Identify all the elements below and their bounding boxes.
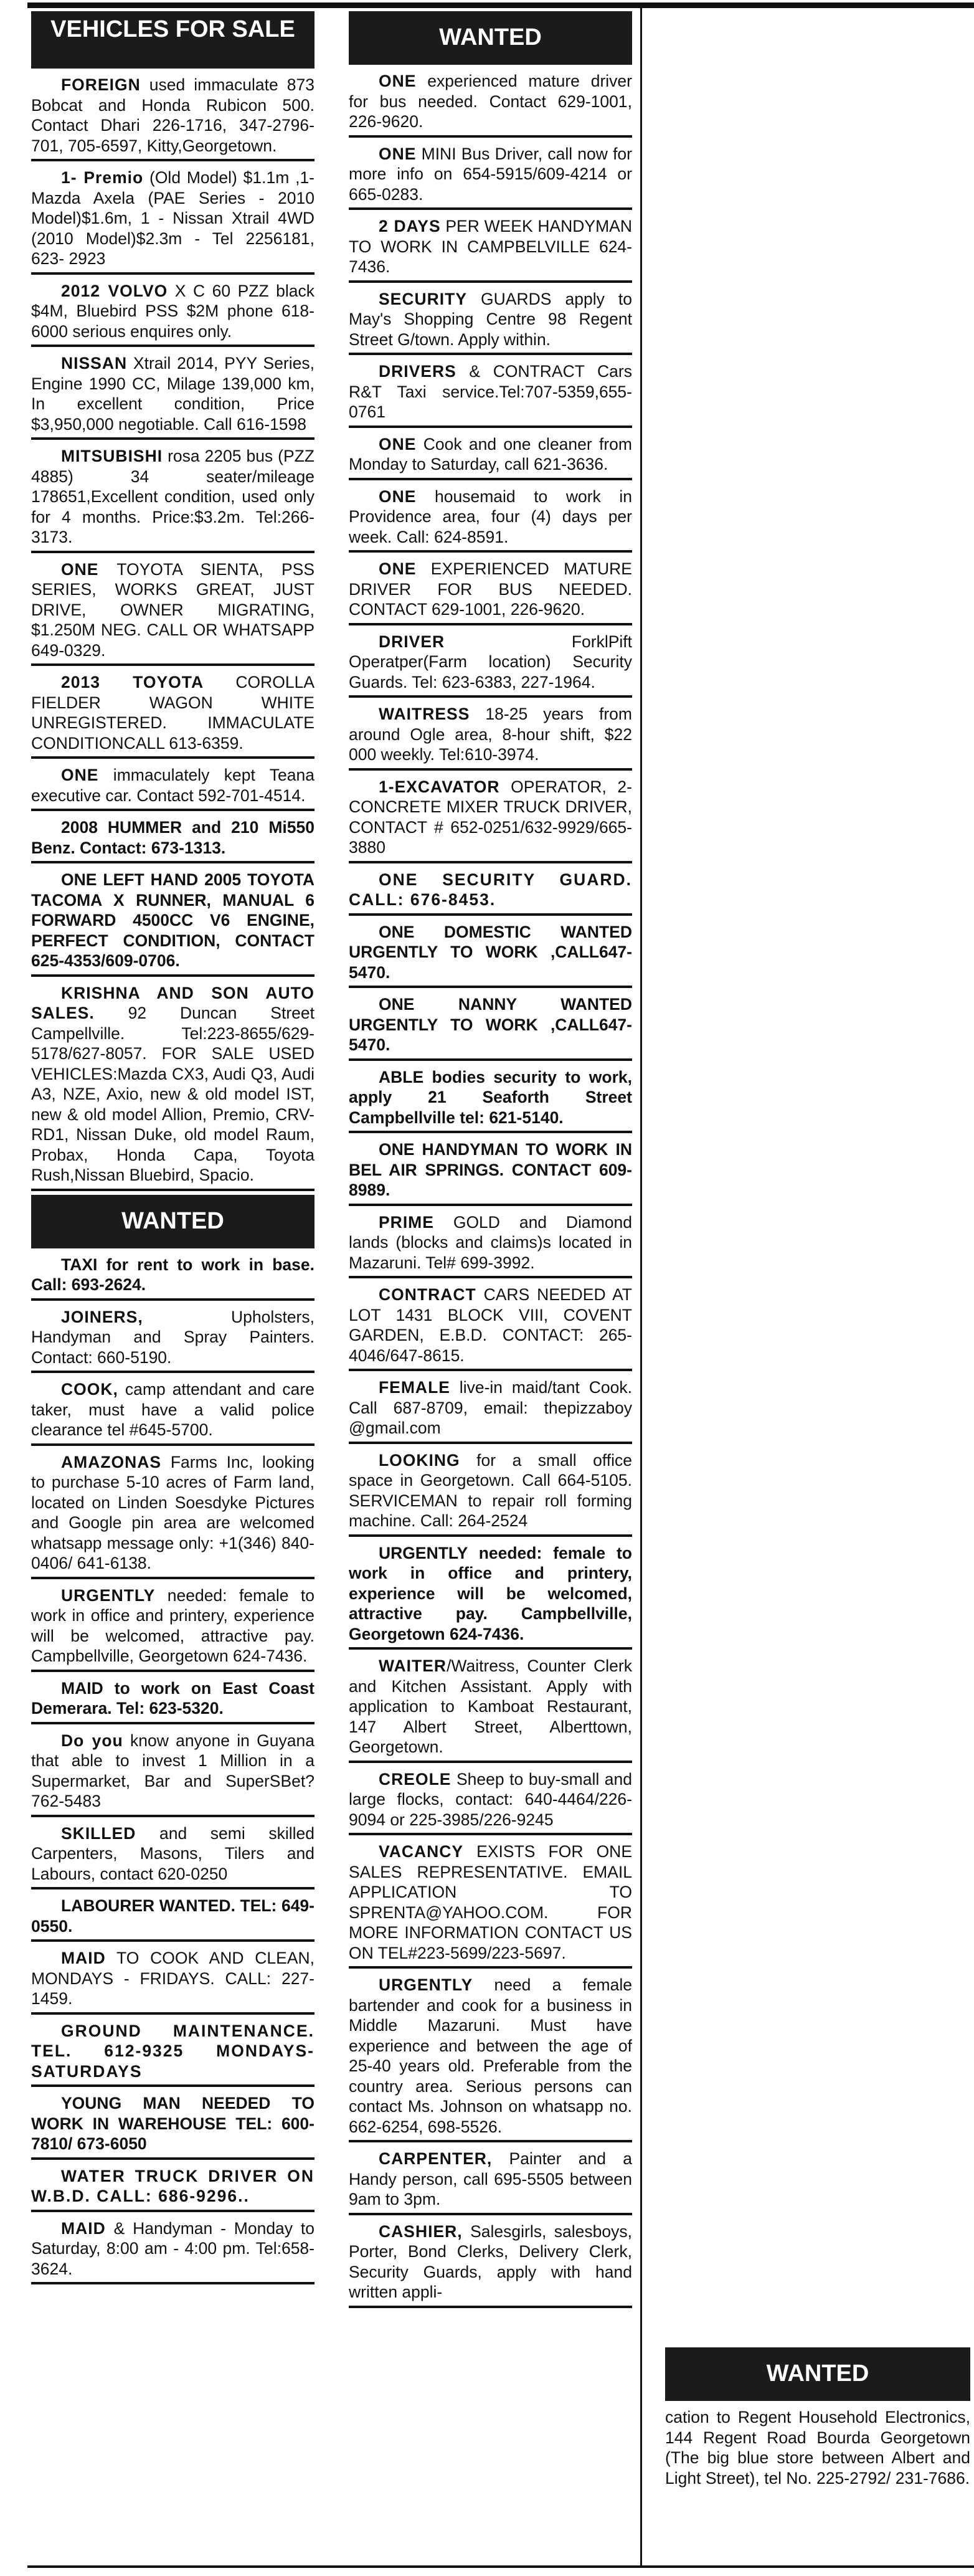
ad-body: (Old Model) $1.1m ,1- Mazda Axela (PAE Series - 2010 Model)$1.6m, 1 - Nissan Xtrail 4WD (2010 Model)$2.3m - Tel 2256181, 623- 2923 (31, 168, 314, 268)
ad-body: need a female bartender and cook for a business in Middle Mazaruni. Must have experience and between the age of 25-40 years old. Preferable from the country area. Serious persons can contact Ms. Johnson on whatsapp no. 662-6254, 698-5526. (349, 1975, 632, 2136)
ad-lead: 2013 TOYOTA (61, 673, 204, 692)
classified-ad (31, 867, 314, 977)
classified-ad (349, 1972, 632, 2142)
classified-ad (31, 165, 314, 275)
ad-body: & Handyman - Monday to Saturday, 8:00 am - 4:00 pm. Tel:658-3624. (31, 2218, 314, 2278)
ad-body: MINI Bus Driver, call now for more info on 654-5915/609-4214 or 665-0283. (349, 144, 632, 204)
ad-body: MAID to work on East Coast Demerara. Tel: 623-5320. (31, 1678, 314, 1718)
ad-lead: KRISHNA AND SON AUTO SALES. (31, 983, 314, 1022)
column-wanted-b (349, 11, 632, 2563)
ad-lead: CASHIER, (379, 2222, 463, 2241)
ad-lead: 2012 VOLVO (61, 281, 168, 300)
classified-ad (31, 1728, 314, 1817)
classified-ad (31, 2091, 314, 2160)
ad-lead: URGENTLY (61, 1585, 156, 1605)
classified-ad (349, 1375, 632, 1444)
ad-body: WATER TRUCK DRIVER ON W.B.D. CALL: 686-9296.. (31, 2166, 314, 2205)
ad-body: TO COOK AND CLEAN, MONDAYS - FRIDAYS. CALL: 227-1459. (31, 1949, 314, 2008)
ad-body: CARS NEEDED AT LOT 1431 BLOCK VIII, COVENT GARDEN, E.B.D. CONTACT: 265-4046/647-8615. (349, 1285, 632, 1365)
ad-lead: 1- Premio (61, 168, 144, 187)
ad-body: immaculately kept Teana executive car. Contact 592-701-4514. (31, 766, 314, 805)
classified-ad (31, 351, 314, 440)
ad-lead: 2 DAYS (379, 217, 441, 235)
section-header-wanted-a: WANTED (31, 1195, 314, 1248)
ad-body: ONE DOMESTIC WANTED URGENTLY TO WORK ,CALL647-5470. (349, 922, 632, 982)
classified-ad (349, 359, 632, 428)
classified-ad (349, 287, 632, 356)
classified-ad (349, 774, 632, 863)
classified-ad (349, 1282, 632, 1371)
ad-body: GROUND MAINTENANCE. TEL. 612-9325 MONDAYS-SATURDAYS (31, 2021, 314, 2081)
classified-ad (31, 557, 314, 667)
classified-ad (31, 72, 314, 161)
ad-lead: DRIVERS (379, 362, 456, 381)
ad-body: EXISTS FOR ONE SALES REPRESENTATIVE. EMAIL APPLICATION TO SPRENTA@YAHOO.COM. FOR MORE INFORMATION CONTACT US ON TEL#223-5699/223-5697. (349, 1842, 632, 1962)
ad-body: TOYOTA SIENTA, PSS SERIES, WORKS GREAT, JUST DRIVE, OWNER MIGRATING, $1.250M NEG. CALL OR WHATSAPP 649-0329. (31, 559, 314, 660)
ad-lead: Do you (61, 1731, 123, 1750)
classified-ad (31, 1893, 314, 1942)
classified-ad (349, 629, 632, 698)
classified-ad (349, 920, 632, 989)
ad-body: 92 Duncan Street Campellville. Tel:223-8655/629-5178/627-8057. FOR SALE USED VEHICLES:Mazda CX3, Audi Q3, Audi A3, NZE, Axio, new & old model IST, new & old model Allion, Premio, CRV-RD1, Nissan Duke, old model Raum, Probax, Honda Capa, Toyota Rush,Nissan Bluebird, Spacio. (31, 1004, 314, 1184)
ad-body: ONE LEFT HAND 2005 TOYOTA TACOMA X RUNNER, MANUAL 6 FORWARD 4500CC V6 ENGINE, PERFECT CONDITION, CONTACT 625-4353/609-0706. (31, 870, 314, 970)
ad-lead: ONE (379, 72, 417, 90)
ad-lead: ONE (379, 144, 417, 163)
classified-ad (31, 1377, 314, 1446)
ad-body: camp attendant and care taker, must have a valid police clearance tel #645-5700. (31, 1380, 314, 1439)
ad-lead: URGENTLY (379, 1975, 473, 1994)
classified-ad (31, 1946, 314, 2015)
ad-lead: SECURITY (379, 289, 467, 308)
section-header-wanted-b: WANTED (349, 11, 632, 65)
ad-body: for a small office space in Georgetown. Call 664-5105. SERVICEMAN to repair roll forming machine. Call: 264-2524 (349, 1450, 632, 1530)
ad-lead: NISSAN (61, 354, 128, 373)
ad-lead: FOREIGN (61, 75, 141, 94)
classified-ad (349, 1137, 632, 1206)
ad-body: Salesgirls, salesboys, Porter, Bond Clerks, Delivery Clerk, Security Guards, apply with hand written appli- (349, 2222, 632, 2301)
ad-body: YOUNG MAN NEEDED TO WORK IN WAREHOUSE TEL: 600-7810/ 673-6050 (31, 2094, 314, 2153)
ad-body: housemaid to work in Providence area, four (4) days per week. Call: 624-8591. (349, 487, 632, 546)
ad-body: ABLE bodies security to work, apply 21 Seaforth Street Campbellville tel: 621-5140. (349, 1067, 632, 1127)
classified-ad (31, 2018, 314, 2088)
column-rule (640, 8, 642, 2567)
ad-body: Sheep to buy-small and large flocks, contact: 640-4464/226-9094 or 225-3985/226-9245 (349, 1769, 632, 1829)
ad-body: 18-25 years from around Ogle area, 8-hour shift, $22 000 weekly. Tel:610-3974. (349, 705, 632, 764)
ad-body: ONE NANNY WANTED URGENTLY TO WORK ,CALL647-5470. (349, 995, 632, 1054)
wanted-ad-list-b (349, 69, 632, 2308)
classified-ad (31, 1252, 314, 1301)
ad-body: GOLD and Diamond lands (blocks and claims)s located in Mazaruni. Tel# 699-3992. (349, 1212, 632, 1272)
ad-lead: ONE (379, 487, 417, 506)
column-vehicles (31, 11, 314, 2563)
ad-body: EXPERIENCED MATURE DRIVER FOR BUS NEEDED. CONTACT 629-1001, 226-9620. (349, 559, 632, 619)
classified-ad (31, 1821, 314, 1890)
classified-ad (349, 1448, 632, 1537)
classified-ad (349, 1767, 632, 1836)
ad-body: Farms Inc, looking to purchase 5-10 acres of Farm land, located on Linden Soesdyke Pictures and Google pin area are welcomed whatsapp message only: +1(346) 840-0406/ 641-6138. (31, 1452, 314, 1572)
ad-lead: 1-EXCAVATOR (379, 777, 500, 796)
classified-ad (349, 1541, 632, 1650)
top-rule (27, 2, 974, 8)
classified-ad (31, 1305, 314, 1374)
section-header-vehicles: VEHICLES FOR SALE (31, 11, 314, 69)
classified-ad (31, 981, 314, 1191)
classified-ad (31, 2216, 314, 2285)
classified-ad (31, 1676, 314, 1724)
ad-body: ONE SECURITY GUARD. CALL: 676-8453. (349, 870, 632, 909)
bottom-rule (27, 2565, 974, 2568)
ad-body: know anyone in Guyana that able to invest 1 Million in a Supermarket, Bar and SuperSBet? 762-5483 (31, 1731, 314, 1810)
ad-body: GUARDS apply to May's Shopping Centre 98 Regent Street G/town. Apply within. (349, 289, 632, 349)
ad-body: used immaculate 873 Bobcat and Honda Rubicon 500. Contact Dhari 226-1716, 347-2796-701, 705-6597, Kitty,Georgetown. (31, 75, 314, 155)
ad-lead: MAID (61, 1949, 106, 1967)
ad-lead: JOINERS, (61, 1307, 143, 1326)
ad-body: OPERATOR, 2- CONCRETE MIXER TRUCK DRIVER, CONTACT # 652-0251/632-9929/665-3880 (349, 777, 632, 857)
ad-body: 2008 HUMMER and 210 Mi550 Benz. Contact: 673-1313. (31, 818, 314, 857)
ad-lead: PRIME (379, 1212, 434, 1232)
ad-body: & CONTRACT Cars R&T Taxi service.Tel:707-5359,655-0761 (349, 362, 632, 421)
classified-ad (349, 867, 632, 916)
ad-lead: ONE (379, 559, 417, 578)
ad-body: COROLLA FIELDER WAGON WHITE UNREGISTERED. IMMACULATE CONDITIONCALL 613-6359. (31, 673, 314, 753)
ad-lead: ONE (61, 559, 99, 579)
ad-body: cation to Regent Household Electronics, 144 Regent Road Bourda Georgetown (The big blue store between Albert and Light Street), tel No. 225-2792/ 231-7686. (665, 2408, 970, 2488)
ad-body: LABOURER WANTED. TEL: 649-0550. (31, 1896, 314, 1936)
classified-ad (31, 444, 314, 553)
ad-body: and semi skilled Carpenters, Masons, Tilers and Labours, contact 620-0250 (31, 1823, 314, 1883)
section-header-wanted-c: WANTED (665, 2347, 970, 2401)
classified-ad (349, 2146, 632, 2215)
ad-lead: WAITRESS (379, 705, 470, 723)
ad-lead: LOOKING (379, 1450, 460, 1470)
classified-ad (31, 2164, 314, 2212)
classified-ad (31, 763, 314, 811)
ad-body: ONE HANDYMAN TO WORK IN BEL AIR SPRINGS. CONTACT 609-8989. (349, 1140, 632, 1199)
classified-ad (349, 1653, 632, 1763)
ad-lead: COOK, (61, 1380, 118, 1399)
ad-lead: ONE (379, 434, 417, 454)
classified-ad (31, 1450, 314, 1579)
classified-ad (349, 69, 632, 138)
ad-body: rosa 2205 bus (PZZ 4885) 34 seater/mileage 178651,Excellent condition, used only for 4 months. Price:$3.2m. Tel:266-3173. (31, 447, 314, 546)
classified-ad (349, 1210, 632, 1279)
classified-ad (31, 1583, 314, 1672)
ad-lead: MITSUBISHI (61, 447, 163, 465)
ad-lead: WAITER (379, 1656, 447, 1675)
vehicle-ad-list (31, 72, 314, 1191)
ad-lead: AMAZONAS (61, 1452, 162, 1471)
wanted-ad-list-a (31, 1252, 314, 2285)
ad-body: Upholsters, Handyman and Spray Painters. Contact: 660-5190. (31, 1307, 314, 1367)
ad-body: URGENTLY needed: female to work in office and printery, experience will be welcomed, attractive pay. Campbellville, Georgetown 624-7436. (349, 1543, 632, 1643)
ad-lead: MAID (61, 2218, 106, 2238)
ad-lead: FEMALE (379, 1378, 450, 1397)
ad-body: Painter and a Handy person, call 695-5505 between 9am to 3pm. (349, 2149, 632, 2208)
ad-body: needed: female to work in office and printery, experience will be welcomed, attractive pay. Campbellville, Georgetown 624-7436. (31, 1585, 314, 1665)
classified-ad (349, 701, 632, 771)
ad-lead: CREOLE (379, 1769, 452, 1789)
ad-lead: ONE (61, 766, 99, 784)
ad-lead: DRIVER (379, 632, 445, 651)
classified-ad (349, 1839, 632, 1969)
ad-body: live-in maid/tant Cook. Call 687-8709, email: thepizzaboy @gmail.com (349, 1378, 632, 1437)
classified-ad (31, 670, 314, 759)
classified-ad (349, 214, 632, 283)
ad-lead: CONTRACT (379, 1285, 476, 1304)
classified-ad (349, 141, 632, 211)
wanted-ad-list-c (665, 2405, 970, 2491)
ad-body: /Waitress, Counter Clerk and Kitchen Assistant. Apply with application to Kamboat Restaurant, 147 Albert Street, Alberttown, Georgetown. (349, 1656, 632, 1756)
classified-ad (349, 1065, 632, 1134)
classified-ad (31, 278, 314, 348)
classified-ad (349, 484, 632, 553)
ad-lead: VACANCY (379, 1842, 464, 1861)
ad-body: Xtrail 2014, PYY Series, Engine 1990 CC, Milage 139,000 km, In excellent condition, Price $3,950,000 negotiable. Call 616-1598 (31, 354, 314, 434)
column-wanted-c (665, 2347, 970, 2563)
ad-body: experienced mature driver for bus needed. Contact 629-1001, 226-9620. (349, 72, 632, 131)
ad-body: ForklPift Operatper(Farm location) Security Guards. Tel: 623-6383, 227-1964. (349, 632, 632, 692)
classified-ad (665, 2405, 970, 2491)
classified-ad (349, 556, 632, 625)
ad-body: PER WEEK HANDYMAN TO WORK IN CAMPBELVILLE 624-7436. (349, 217, 632, 276)
ad-body: Cook and one cleaner from Monday to Saturday, call 621-3636. (349, 434, 632, 473)
ad-body: TAXI for rent to work in base. Call: 693-2624. (31, 1255, 314, 1294)
ad-lead: CARPENTER, (379, 2149, 493, 2168)
ad-body: X C 60 PZZ black $4M, Bluebird PSS $2M phone 618-6000 serious enquires only. (31, 281, 314, 341)
classified-ad (349, 2219, 632, 2308)
classified-ad (349, 992, 632, 1061)
classified-ad (349, 432, 632, 480)
ad-lead: SKILLED (61, 1823, 136, 1843)
classified-ad (31, 815, 314, 863)
